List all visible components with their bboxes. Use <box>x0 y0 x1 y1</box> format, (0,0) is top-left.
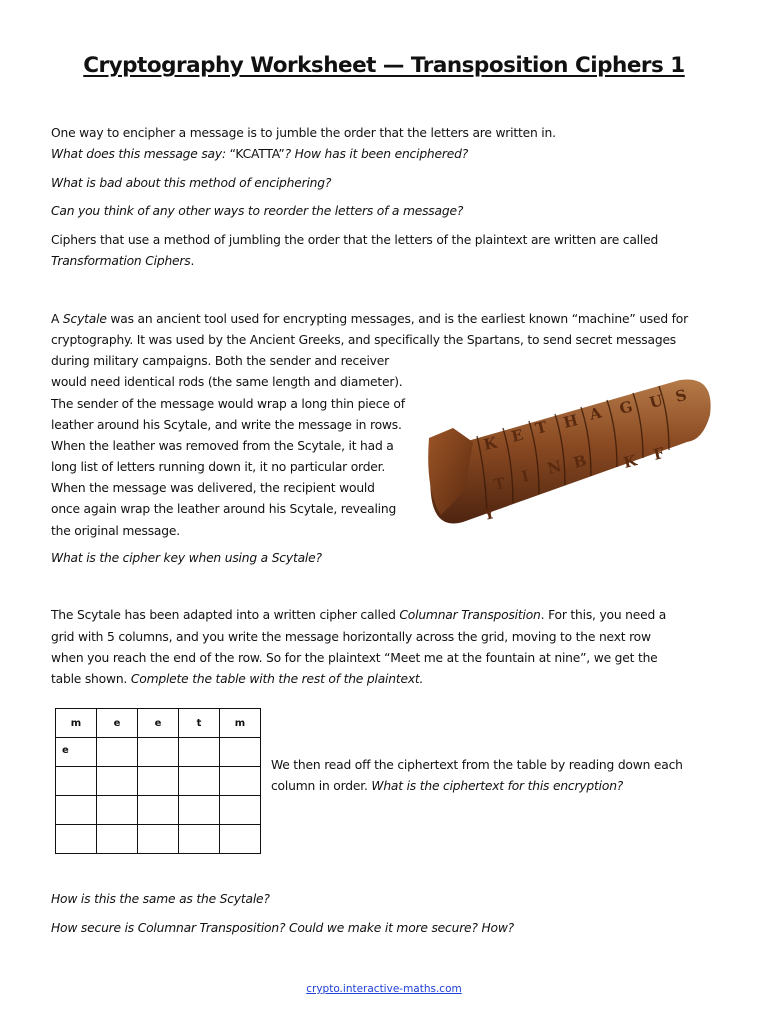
intro-question-1: What does this message say: “KCATTA”? How has it been enciphered? <box>51 147 469 161</box>
grid-cell <box>220 825 261 854</box>
grid-cell <box>220 738 261 767</box>
grid-row <box>56 796 261 825</box>
scytale-letter: S <box>673 385 689 406</box>
intro-question-2: What is bad about this method of enciphering? <box>51 176 332 190</box>
grid-cell <box>56 796 97 825</box>
scytale-letter: A <box>587 403 604 424</box>
intro-line: One way to encipher a message is to jumble the order that the letters are written in. <box>51 126 556 140</box>
grid-cell <box>97 796 138 825</box>
grid-cell: e <box>56 738 97 767</box>
scytale-line-6: leather around his Scytale, and write the message in rows. <box>51 418 402 432</box>
grid-row <box>56 709 261 738</box>
scytale-letter: B <box>571 451 589 472</box>
grid-cell <box>56 825 97 854</box>
grid-cell <box>97 825 138 854</box>
grid-cell <box>179 796 220 825</box>
grid-explanation-1: We then read off the ciphertext from the table by reading down each <box>271 758 683 772</box>
intro-question-3: Can you think of any other ways to reorder the letters of a message? <box>51 204 464 218</box>
scytale-letter: G <box>617 397 635 418</box>
scytale-letter: H <box>561 410 580 432</box>
scytale-question: What is the cipher key when using a Scytale? <box>51 551 322 565</box>
scytale-line-3: during military campaigns. Both the sender and receiver <box>51 354 389 368</box>
page-title: Cryptography Worksheet — Transposition Ciphers 1 <box>83 53 685 78</box>
grid-cell <box>220 767 261 796</box>
scytale-letter: K <box>482 433 499 454</box>
scytale-line-4: would need identical rods (the same length and diameter). <box>51 375 403 389</box>
columnar-line-4: table shown. Complete the table with the rest of the plaintext. <box>51 672 424 686</box>
grid-cell: e <box>138 709 179 738</box>
cipher-grid <box>55 708 261 854</box>
definition-term: Transformation Ciphers. <box>51 254 195 268</box>
grid-cell: m <box>220 709 261 738</box>
grid-cell <box>97 738 138 767</box>
grid-cell <box>138 825 179 854</box>
scytale-letter: Y <box>482 504 497 524</box>
question-secure: How secure is Columnar Transposition? Could we make it more secure? How? <box>51 921 514 935</box>
scytale-letter: U <box>647 391 665 412</box>
scytale-line-10: once again wrap the leather around his Scytale, revealing <box>51 502 397 516</box>
scytale-letter: I <box>519 466 531 486</box>
grid-cell <box>56 767 97 796</box>
scytale-line-7: When the leather was removed from the Scytale, it had a <box>51 439 394 453</box>
grid-row <box>56 825 261 854</box>
grid-cell <box>179 767 220 796</box>
scytale-line-8: long list of letters running down it, it no particular order. <box>51 460 386 474</box>
scytale-letter: E <box>509 425 526 446</box>
columnar-line-2: grid with 5 columns, and you write the message horizontally across the grid, moving to the next row <box>51 630 651 644</box>
grid-row <box>56 767 261 796</box>
grid-cell <box>179 738 220 767</box>
scytale-line-5: The sender of the message would wrap a long thin piece of <box>51 397 405 411</box>
grid-cell <box>138 767 179 796</box>
footer-link[interactable]: crypto.interactive-maths.com <box>306 983 462 995</box>
scytale-letter: T <box>533 417 549 438</box>
grid-cell: m <box>56 709 97 738</box>
grid-cell <box>220 796 261 825</box>
grid-cell <box>138 738 179 767</box>
scytale-letter: T <box>492 473 507 494</box>
scytale-letter: F <box>651 443 667 464</box>
definition-line: Ciphers that use a method of jumbling the order that the letters of the plaintext are written are called <box>51 233 659 247</box>
encrypted-word: “KCATTA” <box>229 147 285 161</box>
grid-cell <box>179 825 220 854</box>
grid-cell: t <box>179 709 220 738</box>
scytale-line-2: cryptography. It was used by the Ancient Greeks, and specifically the Spartans, to send secret messages <box>51 333 677 347</box>
grid-explanation-2: column in order. What is the ciphertext for this encryption? <box>271 779 624 793</box>
columnar-line-3: when you reach the end of the row. So for the plaintext “Meet me at the fountain at nine”, we get the <box>51 651 658 665</box>
grid-cell: e <box>97 709 138 738</box>
question-same: How is this the same as the Scytale? <box>51 892 270 906</box>
scytale-letter: K <box>621 451 639 472</box>
grid-cell <box>138 796 179 825</box>
scytale-line-9: When the message was delivered, the recipient would <box>51 481 375 495</box>
columnar-line-1: The Scytale has been adapted into a written cipher called Columnar Transposition. For this, you need a <box>51 608 667 622</box>
scytale-line-1: A Scytale was an ancient tool used for encrypting messages, and is the earliest known “machine” used for <box>51 312 688 326</box>
grid-row <box>56 738 261 767</box>
scytale-image <box>425 370 715 530</box>
grid-cell <box>97 767 138 796</box>
scytale-letter: N <box>545 457 564 478</box>
scytale-line-11: the original message. <box>51 524 180 538</box>
